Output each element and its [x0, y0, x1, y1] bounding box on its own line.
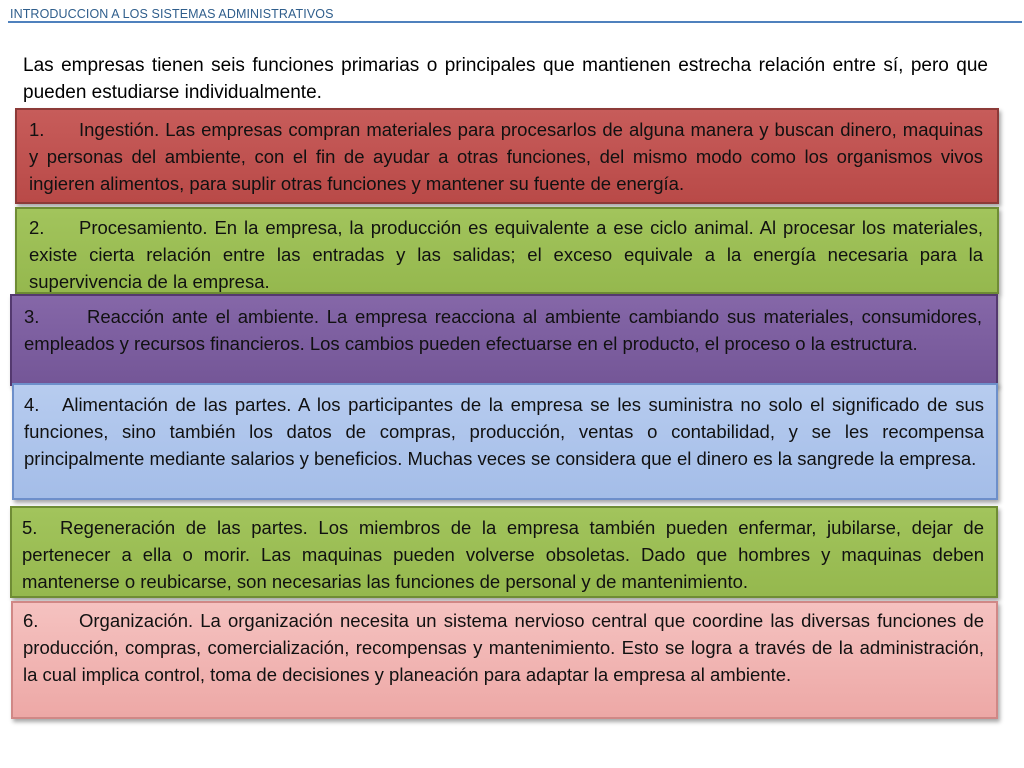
function-box-procesamiento — [15, 207, 999, 294]
function-number: 1. — [29, 119, 45, 140]
function-box-organizacion — [11, 601, 998, 719]
function-text: Regeneración de las partes. Los miembros de la empresa también pueden enfermar, jubilarse, dejar de pertenecer a ella o morir. Las maquinas pueden volverse obsoletas. Dado que hombres y maquinas deben mantenerse o reubicarse, son necesarias las funciones de personal y de mantenimiento. — [22, 517, 984, 592]
function-number: 6. — [23, 610, 39, 631]
function-text: Reacción ante el ambiente. La empresa reacciona al ambiente cambiando sus materiales, consumidores, empleados y recursos financieros. Los cambios pueden efectuarse en el producto, el proceso o la estructura. — [24, 306, 982, 354]
intro-paragraph: Las empresas tienen seis funciones primarias o principales que mantienen estrecha relación entre sí, pero que pueden estudiarse individualmente. — [23, 55, 988, 103]
function-box-regeneracion — [10, 506, 998, 598]
function-box-ingestion — [15, 108, 999, 204]
header-divider — [8, 21, 1022, 23]
function-text: Ingestión. Las empresas compran materiales para procesarlos de alguna manera y buscan dinero, maquinas y personas del ambiente, con el fin de ayudar a otras funciones, del mismo modo como los organismos vivos ingieren alimentos, para suplir otras funciones y mantener su fuente de energía. — [29, 119, 983, 194]
function-text: Alimentación de las partes. A los participantes de la empresa se les suministra no solo el significado de sus funciones, sino también los datos de compras, producción, ventas o contabilidad, y se les recompensa principalmente mediante salarios y beneficios. Muchas veces se considera que el dinero es la sangrede la empresa. — [24, 394, 984, 469]
function-text: Procesamiento. En la empresa, la producción es equivalente a ese ciclo animal. Al procesar los materiales, existe cierta relación entre las entradas y las salidas; el exceso equivale a la energía necesaria para la supervivencia de la empresa. — [29, 217, 983, 292]
function-number: 5. — [22, 517, 38, 538]
slide-header-title: INTRODUCCION A LOS SISTEMAS ADMINISTRATIVOS — [10, 7, 334, 21]
function-text: Organización. La organización necesita un sistema nervioso central que coordine las diversas funciones de producción, compras, comercialización, recompensas y mantenimiento. Esto se logra a través de la administración, la cual implica control, toma de decisiones y planeación para adaptar la empresa al ambiente. — [23, 610, 984, 685]
function-box-reaccion — [10, 294, 998, 386]
function-box-alimentacion — [12, 383, 998, 500]
function-number: 4. — [24, 394, 40, 415]
function-number: 3. — [24, 306, 40, 327]
function-number: 2. — [29, 217, 45, 238]
